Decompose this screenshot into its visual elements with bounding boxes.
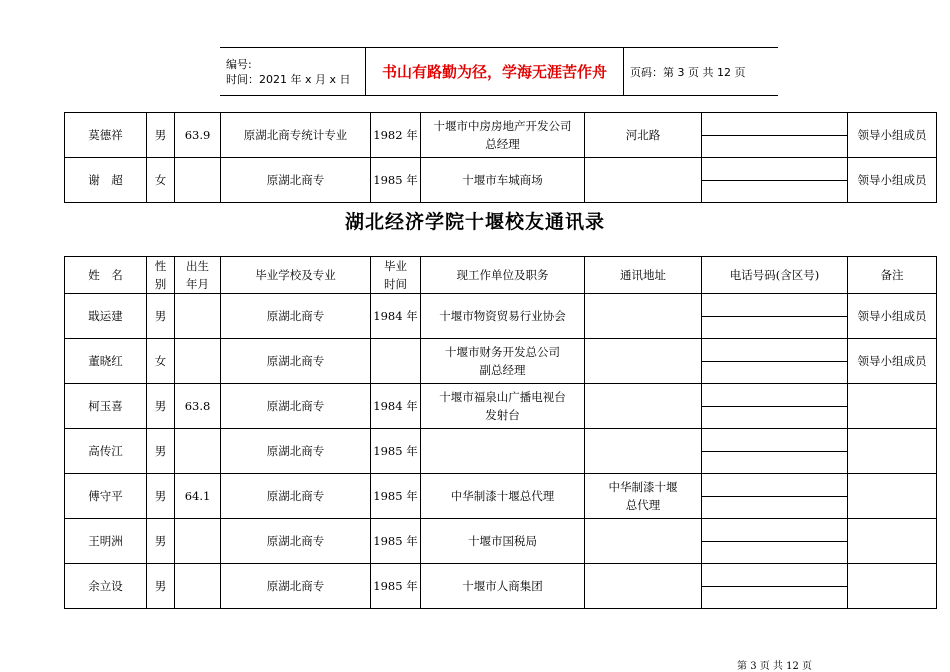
- col-header-work: 现工作单位及职务: [421, 257, 585, 294]
- header-meta: [220, 48, 366, 96]
- cell-birth: [175, 519, 221, 564]
- table-row: [65, 339, 937, 384]
- cell-grad: 1984 年: [371, 384, 421, 429]
- continued-table: [64, 112, 937, 203]
- cell-name: 莫德祥: [65, 113, 147, 158]
- table-row: [65, 384, 937, 429]
- table-row: [65, 158, 937, 203]
- table-header-row: [65, 257, 937, 294]
- cell-phone: [702, 429, 848, 474]
- cell-note: [848, 519, 937, 564]
- phone-split: [702, 316, 847, 317]
- cell-school: 原湖北商专: [221, 294, 371, 339]
- alumni-table: [64, 256, 937, 609]
- cell-grad: 1982 年: [371, 113, 421, 158]
- cell-note: [848, 474, 937, 519]
- cell-address: [585, 564, 702, 609]
- cell-note: [848, 384, 937, 429]
- cell-phone: [702, 384, 848, 429]
- cell-grad: 1984 年: [371, 294, 421, 339]
- cell-work: 十堰市中房房地产开发公司 总经理: [421, 113, 585, 158]
- cell-gender: 女: [147, 339, 175, 384]
- cell-address: 河北路: [585, 113, 702, 158]
- number-label: 编号:: [226, 57, 252, 71]
- cell-name: 余立设: [65, 564, 147, 609]
- cell-birth: [175, 339, 221, 384]
- cell-work: 十堰市车城商场: [421, 158, 585, 203]
- page-footer: 第 3 页 共 12 页: [737, 661, 812, 672]
- cell-address: [585, 339, 702, 384]
- cell-birth: 63.9: [175, 113, 221, 158]
- cell-work: 十堰市福泉山广播电视台 发射台: [421, 384, 585, 429]
- col-header-address: 通讯地址: [585, 257, 702, 294]
- cell-work: 十堰市人商集团: [421, 564, 585, 609]
- cell-name: 王明洲: [65, 519, 147, 564]
- cell-school: 原湖北商专: [221, 158, 371, 203]
- cell-school: 原湖北商专: [221, 384, 371, 429]
- col-header-school: 毕业学校及专业: [221, 257, 371, 294]
- page-info: 页码：第 3 页 共 12 页: [624, 48, 779, 96]
- cell-gender: 男: [147, 519, 175, 564]
- cell-name: 董晓红: [65, 339, 147, 384]
- cell-work: [421, 429, 585, 474]
- cell-grad: [371, 339, 421, 384]
- cell-phone: [702, 519, 848, 564]
- time-label: 时间：2021 年 x 月 x 日: [226, 72, 351, 86]
- cell-address: [585, 519, 702, 564]
- cell-name: 柯玉喜: [65, 384, 147, 429]
- table-row: [65, 113, 937, 158]
- cell-phone: [702, 564, 848, 609]
- cell-birth: [175, 158, 221, 203]
- cell-grad: 1985 年: [371, 429, 421, 474]
- header-box: [220, 47, 778, 96]
- cell-gender: 男: [147, 384, 175, 429]
- cell-grad: 1985 年: [371, 564, 421, 609]
- col-header-note: 备注: [848, 257, 937, 294]
- cell-note: 领导小组成员: [848, 158, 937, 203]
- phone-split: [702, 541, 847, 542]
- cell-note: [848, 429, 937, 474]
- phone-split: [702, 180, 847, 181]
- cell-school: 原湖北商专: [221, 564, 371, 609]
- cell-address: [585, 158, 702, 203]
- cell-birth: [175, 429, 221, 474]
- cell-name: 戢运建: [65, 294, 147, 339]
- cell-note: 领导小组成员: [848, 113, 937, 158]
- cell-work: 十堰市物资贸易行业协会: [421, 294, 585, 339]
- cell-school: 原湖北商专: [221, 339, 371, 384]
- motto: 书山有路勤为径，学海无涯苦作舟: [366, 48, 624, 96]
- cell-work: 十堰市国税局: [421, 519, 585, 564]
- table-row: [65, 429, 937, 474]
- phone-split: [702, 135, 847, 136]
- table-row: [65, 564, 937, 609]
- cell-gender: 男: [147, 474, 175, 519]
- cell-school: 原湖北商专统计专业: [221, 113, 371, 158]
- cell-name: 傅守平: [65, 474, 147, 519]
- table-row: [65, 294, 937, 339]
- cell-name: 谢 超: [65, 158, 147, 203]
- cell-grad: 1985 年: [371, 474, 421, 519]
- cell-school: 原湖北商专: [221, 429, 371, 474]
- cell-birth: 64.1: [175, 474, 221, 519]
- table-row: [65, 519, 937, 564]
- col-header-gender: 性 别: [147, 257, 175, 294]
- cell-note: 领导小组成员: [848, 339, 937, 384]
- col-header-birth: 出生 年月: [175, 257, 221, 294]
- cell-phone: [702, 158, 848, 203]
- col-header-name: 姓 名: [65, 257, 147, 294]
- cell-school: 原湖北商专: [221, 474, 371, 519]
- cell-gender: 男: [147, 564, 175, 609]
- cell-birth: [175, 564, 221, 609]
- cell-school: 原湖北商专: [221, 519, 371, 564]
- cell-phone: [702, 294, 848, 339]
- cell-gender: 男: [147, 113, 175, 158]
- phone-split: [702, 361, 847, 362]
- cell-note: 领导小组成员: [848, 294, 937, 339]
- cell-phone: [702, 474, 848, 519]
- col-header-phone: 电话号码(含区号): [702, 257, 848, 294]
- phone-split: [702, 451, 847, 452]
- cell-address: [585, 384, 702, 429]
- cell-work: 十堰市财务开发总公司 副总经理: [421, 339, 585, 384]
- phone-split: [702, 496, 847, 497]
- cell-address: [585, 294, 702, 339]
- cell-gender: 男: [147, 294, 175, 339]
- cell-phone: [702, 339, 848, 384]
- phone-split: [702, 406, 847, 407]
- cell-gender: 女: [147, 158, 175, 203]
- cell-birth: [175, 294, 221, 339]
- phone-split: [702, 586, 847, 587]
- cell-phone: [702, 113, 848, 158]
- cell-birth: 63.8: [175, 384, 221, 429]
- cell-grad: 1985 年: [371, 519, 421, 564]
- cell-grad: 1985 年: [371, 158, 421, 203]
- cell-gender: 男: [147, 429, 175, 474]
- cell-note: [848, 564, 937, 609]
- cell-work: 中华制漆十堰总代理: [421, 474, 585, 519]
- cell-address: [585, 429, 702, 474]
- cell-address: 中华制漆十堰 总代理: [585, 474, 702, 519]
- cell-name: 高传江: [65, 429, 147, 474]
- directory-title: 湖北经济学院十堰校友通讯录: [344, 211, 605, 233]
- table-row: [65, 474, 937, 519]
- col-header-grad: 毕业 时间: [371, 257, 421, 294]
